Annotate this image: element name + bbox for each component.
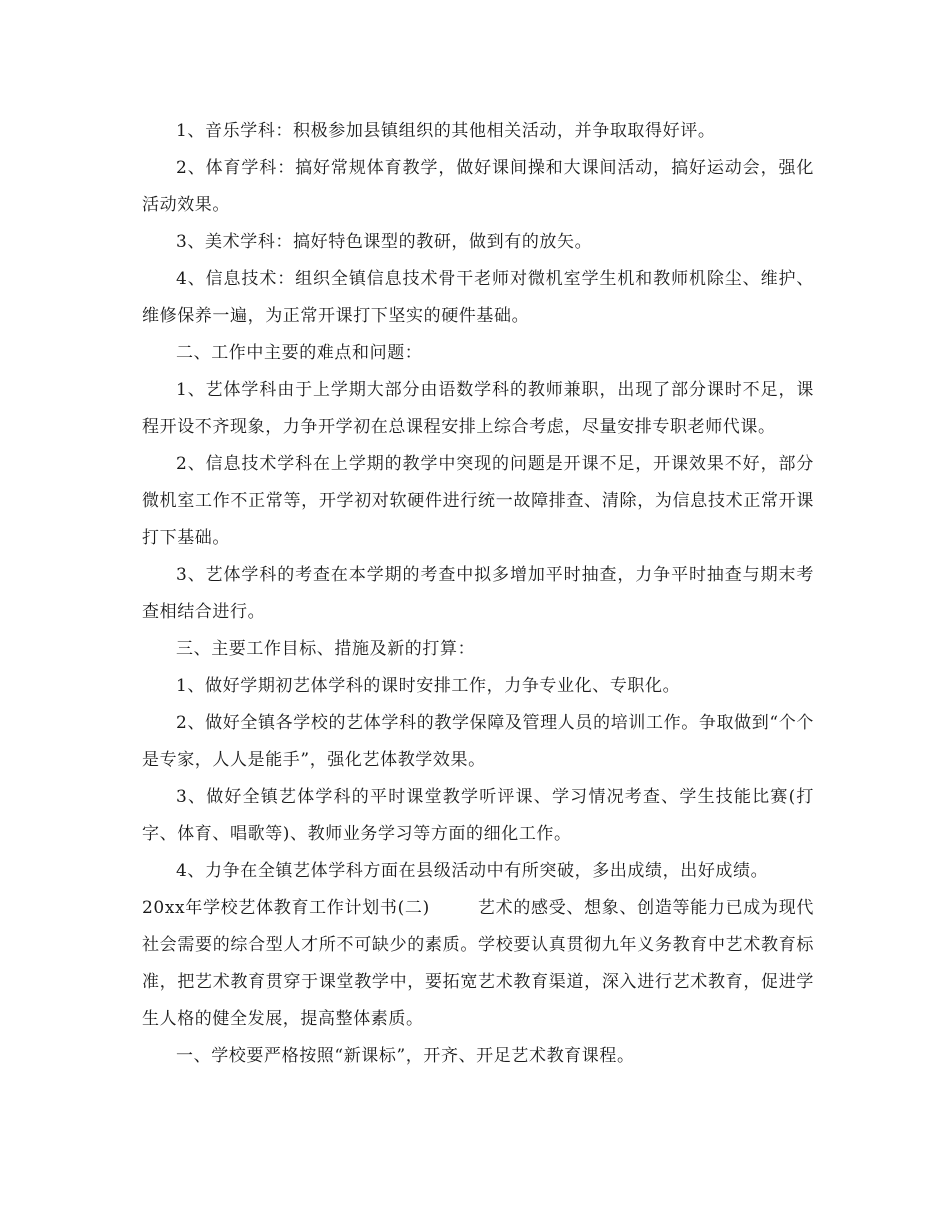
paragraph-it: 4、信息技术：组织全镇信息技术骨干老师对微机室学生机和教师机除尘、维护、维修保养一遍，为正常开课打下坚实的硬件基础。 bbox=[142, 269, 814, 326]
section-title: 20xx年学校艺体教育工作计划书(二) bbox=[142, 898, 430, 918]
section-two-block bbox=[142, 890, 814, 1038]
paragraph-goal-3: 3、做好全镇艺体学科的平时课堂教学听评课、学习情况考查、学生技能比赛(打字、体育、唱歌等)、教师业务学习等方面的细化工作。 bbox=[142, 787, 814, 844]
document-body bbox=[142, 113, 814, 1075]
paragraph-difficulty-1: 1、艺体学科由于上学期大部分由语数学科的教师兼职，出现了部分课时不足，课程开设不齐现象，力争开学初在总课程安排上综合考虑，尽量安排专职老师代课。 bbox=[142, 380, 814, 437]
paragraph-difficulty-3: 3、艺体学科的考查在本学期的考查中拟多增加平时抽查，力争平时抽查与期末考查相结合进行。 bbox=[142, 565, 814, 622]
paragraph-music: 1、音乐学科：积极参加县镇组织的其他相关活动，并争取取得好评。 bbox=[176, 121, 716, 141]
paragraph-art: 3、美术学科：搞好特色课型的教研，做到有的放矢。 bbox=[176, 232, 593, 252]
paragraph-goal-4: 4、力争在全镇艺体学科方面在县级活动中有所突破，多出成绩，出好成绩。 bbox=[176, 861, 769, 881]
heading-goals: 三、主要工作目标、措施及新的打算： bbox=[176, 639, 476, 659]
heading-difficulties: 二、工作中主要的难点和问题： bbox=[176, 343, 423, 363]
paragraph-pe: 2、体育学科：搞好常规体育教学，做好课间操和大课间活动，搞好运动会，强化活动效果。 bbox=[142, 158, 814, 215]
paragraph-curriculum: 一、学校要严格按照“新课标”，开齐、开足艺术教育课程。 bbox=[176, 1046, 635, 1066]
section-intro: 艺术的感受、想象、创造等能力已成为现代社会需要的综合型人才所不可缺少的素质。学校要认真贯彻九年义务教育中艺术教育标准，把艺术教育贯穿于课堂教学中，要拓宽艺术教育渠道，深入进行艺术教育，促进学生人格的健全发展，提高整体素质。 bbox=[142, 898, 814, 1029]
paragraph-difficulty-2: 2、信息技术学科在上学期的教学中突现的问题是开课不足，开课效果不好，部分微机室工作不正常等，开学初对软硬件进行统一故障排查、清除，为信息技术正常开课打下基础。 bbox=[142, 454, 814, 548]
paragraph-goal-2: 2、做好全镇各学校的艺体学科的教学保障及管理人员的培训工作。争取做到“个个是专家，人人是能手”，强化艺体教学效果。 bbox=[142, 713, 814, 770]
paragraph-goal-1: 1、做好学期初艺体学科的课时安排工作，力争专业化、专职化。 bbox=[176, 676, 681, 696]
